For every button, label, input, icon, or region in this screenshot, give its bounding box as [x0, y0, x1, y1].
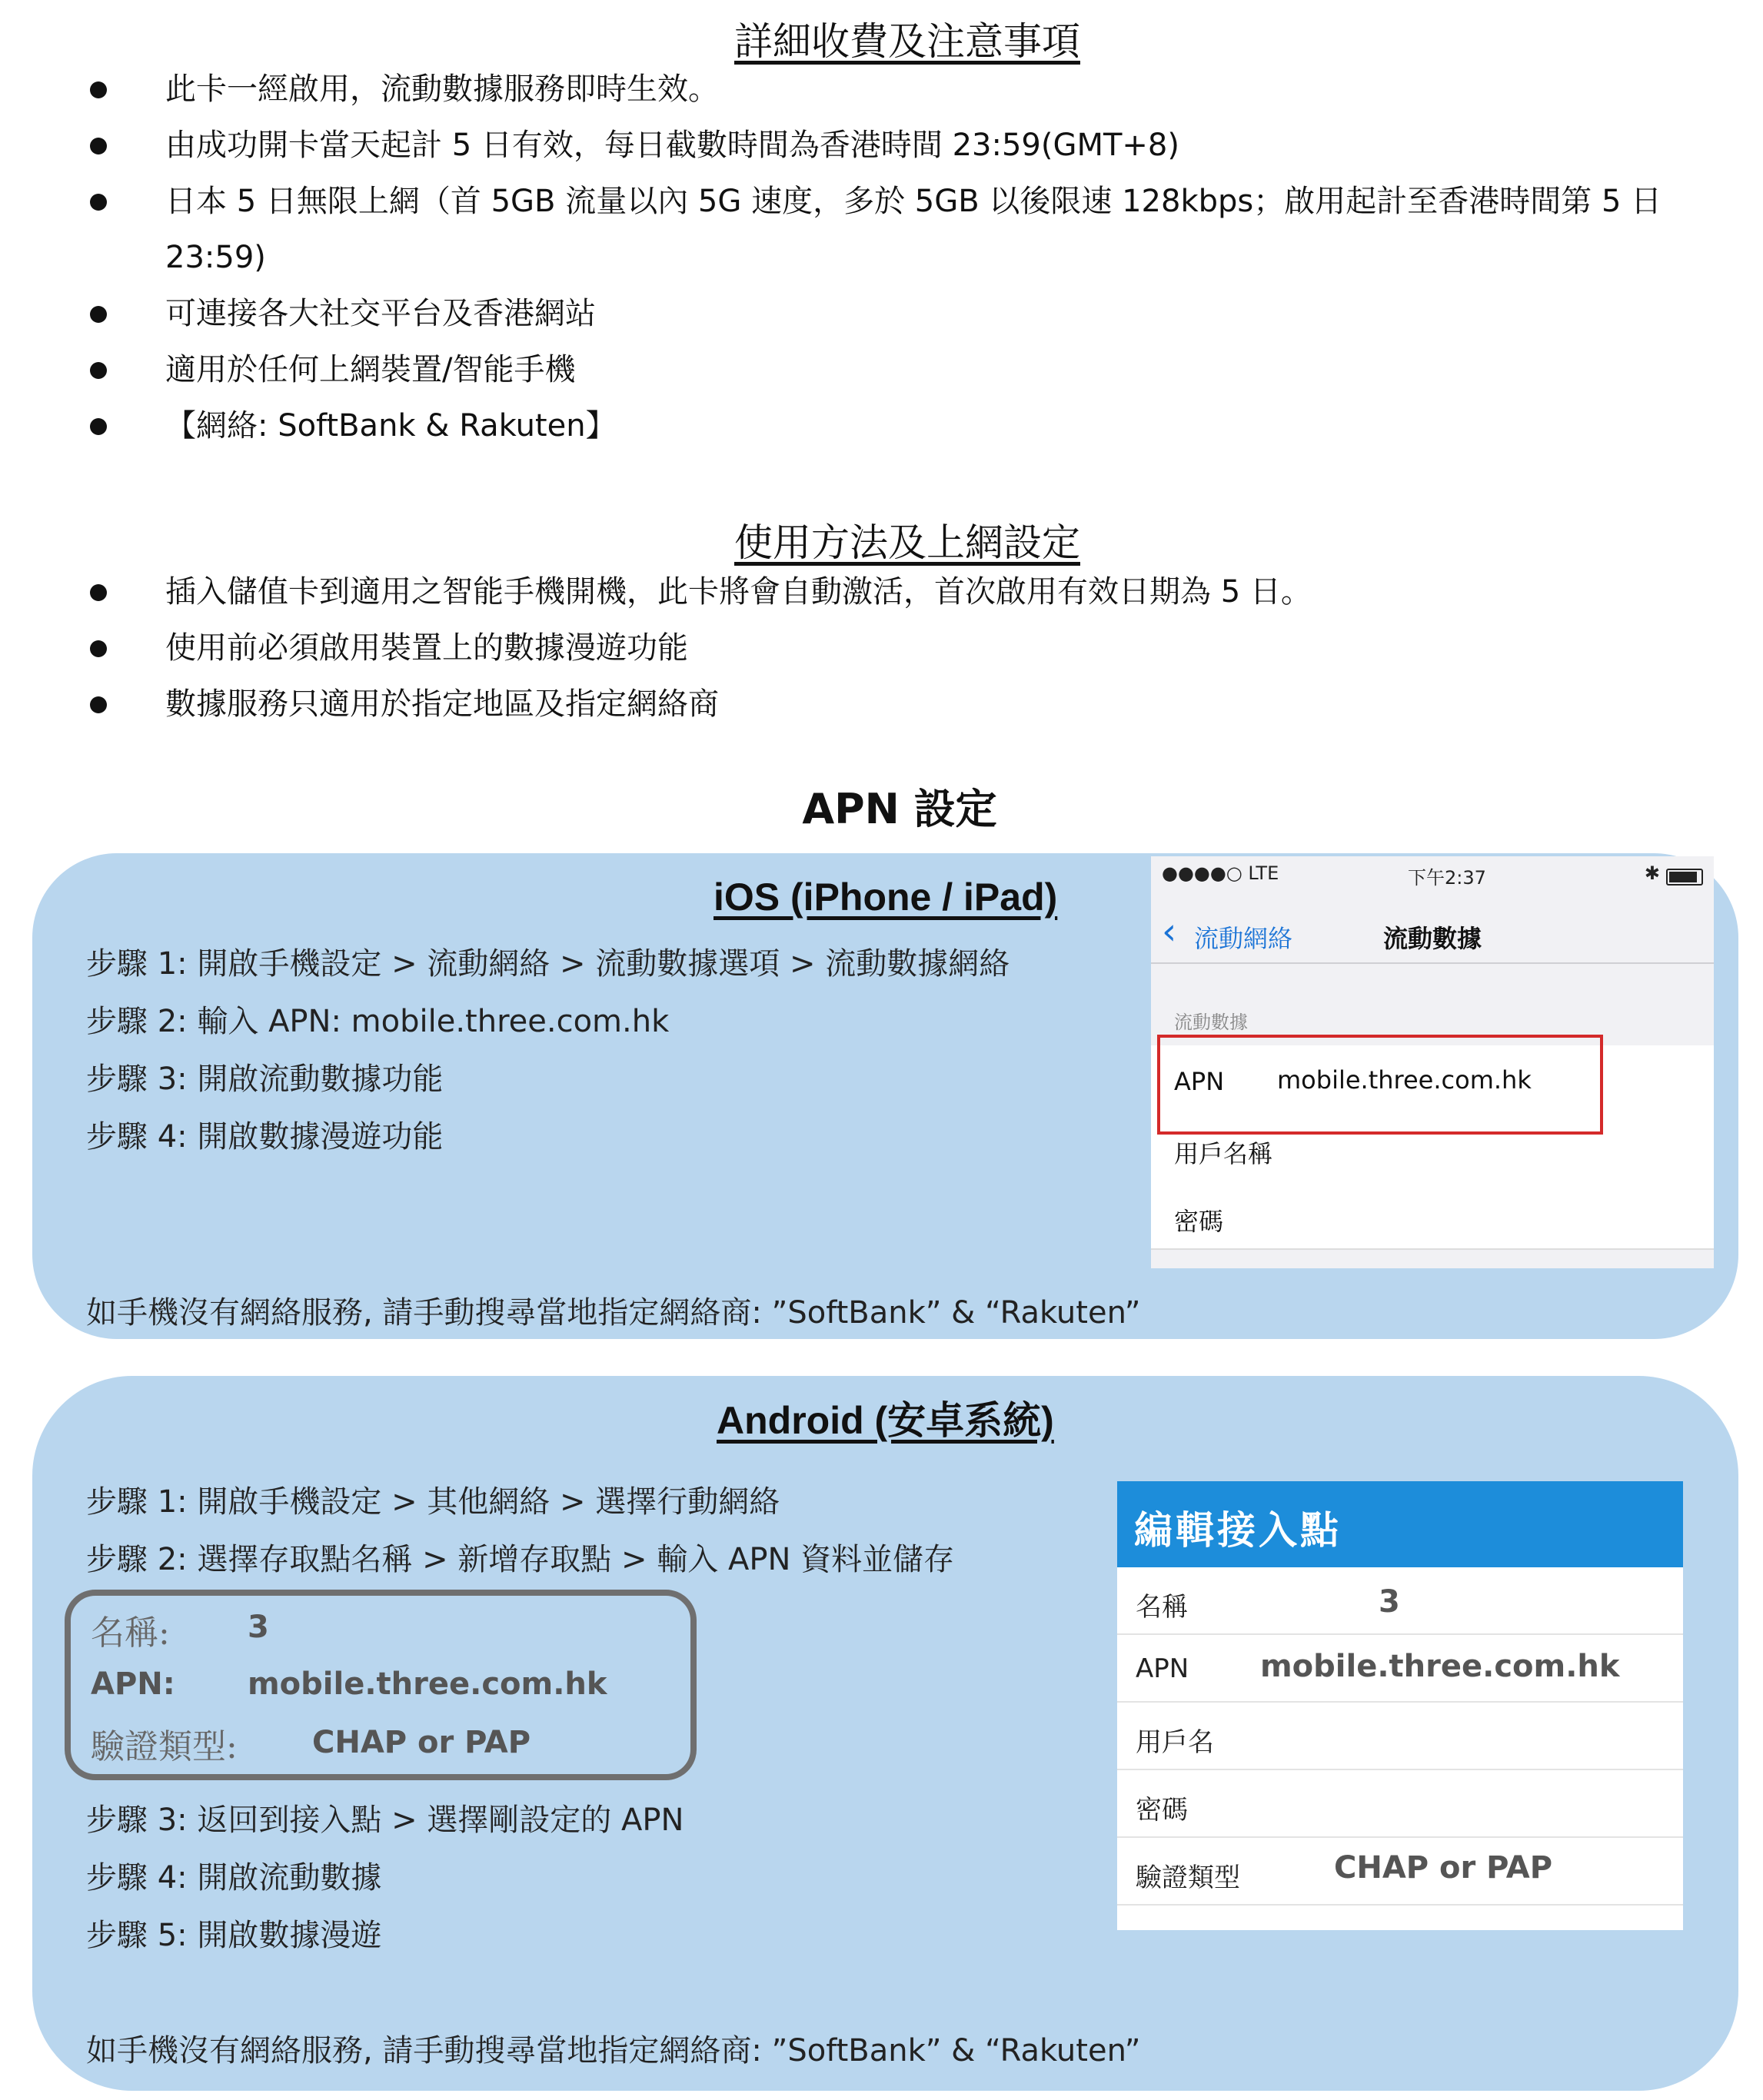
back-chevron-icon[interactable]: ‹ — [1162, 910, 1177, 953]
apn-value: mobile.three.com.hk — [248, 1666, 607, 1702]
ios-settings-screenshot — [1151, 856, 1714, 1268]
ios-note: 如手機沒有網絡服務, 請手動搜尋當地指定網絡商: ”SoftBank” & “Rakuten” — [86, 1295, 1141, 1331]
name-value: 3 — [1379, 1584, 1400, 1620]
auth-value: CHAP or PAP — [1334, 1850, 1553, 1886]
carrier-signal: ●●●●○ LTE — [1162, 862, 1279, 884]
bullet-icon — [90, 306, 107, 323]
list-item: 日本 5 日無限上網（首 5GB 流量以內 5G 速度，多於 5GB 以後限速 128kbps；啟用起計至香港時間第 5 日 23:59) — [0, 174, 1703, 286]
apn-label: APN — [1174, 1067, 1225, 1096]
username-label: 用戶名 — [1136, 1727, 1214, 1758]
list-item: 適用於任何上網裝置/智能手機 — [0, 342, 1703, 398]
android-step-2: 步驟 2: 選擇存取點名稱 > 新增存取點 > 輸入 APN 資料並儲存 — [86, 1542, 955, 1577]
status-time: 下午2:37 — [1408, 867, 1486, 889]
apn-label: APN — [1136, 1653, 1189, 1684]
list-item: 插入儲值卡到適用之智能手機開機，此卡將會自動激活，首次啟用有效日期為 5 日。 — [0, 564, 1703, 620]
apn-highlight-box — [1157, 1035, 1603, 1135]
name-row[interactable] — [1117, 1567, 1683, 1635]
android-settings-screenshot — [1117, 1481, 1683, 1930]
ios-step-1: 步驟 1: 開啟手機設定 > 流動網絡 > 流動數據選項 > 流動數據網絡 — [86, 946, 1010, 982]
section-label: 流動數據 — [1174, 1012, 1248, 1033]
list-item: 可連接各大社交平台及香港網站 — [0, 286, 1703, 342]
android-step-3: 步驟 3: 返回到接入點 > 選擇剛設定的 APN — [86, 1803, 684, 1838]
ios-step-4: 步驟 4: 開啟數據漫遊功能 — [86, 1119, 444, 1155]
auth-label: 驗證類型 — [1136, 1862, 1240, 1893]
usage-heading: 使用方法及上網設定 — [734, 520, 1080, 565]
usage-list — [0, 564, 1703, 733]
auth-value: CHAP or PAP — [312, 1725, 531, 1760]
bullet-icon — [90, 696, 107, 713]
apn-info-box — [65, 1590, 697, 1780]
password-row[interactable] — [1117, 1770, 1683, 1838]
password-label: 密碼 — [1174, 1207, 1224, 1236]
bullet-icon — [90, 362, 107, 379]
apn-settings-title: APN 設定 — [802, 785, 997, 833]
ios-step-3: 步驟 3: 開啟流動數據功能 — [86, 1062, 444, 1097]
edit-apn-header: 編輯接入點 — [1117, 1481, 1683, 1567]
apn-row[interactable] — [1117, 1635, 1683, 1703]
bluetooth-icon: ✱ — [1644, 862, 1660, 884]
android-title: Android (安卓系統) — [717, 1399, 1054, 1442]
list-item: 由成功開卡當天起計 5 日有效，每日截數時間為香港時間 23:59(GMT+8) — [0, 118, 1703, 174]
name-label: 名稱 — [1136, 1592, 1188, 1623]
username-label: 用戶名稱 — [1174, 1139, 1273, 1168]
bullet-icon — [90, 418, 107, 435]
android-step-5: 步驟 5: 開啟數據漫遊 — [86, 1918, 382, 1953]
android-step-1: 步驟 1: 開啟手機設定 > 其他網絡 > 選擇行動網絡 — [86, 1484, 780, 1520]
android-step-4: 步驟 4: 開啟流動數據 — [86, 1860, 382, 1896]
password-label: 密碼 — [1136, 1795, 1188, 1826]
ios-nav-bar — [1151, 901, 1714, 964]
android-note: 如手機沒有網絡服務, 請手動搜尋當地指定網絡商: ”SoftBank” & “Rakuten” — [86, 2033, 1141, 2068]
apn-value[interactable]: mobile.three.com.hk — [1277, 1065, 1532, 1095]
list-item: 數據服務只適用於指定地區及指定網絡商 — [0, 676, 1703, 733]
ios-step-2: 步驟 2: 輸入 APN: mobile.three.com.hk — [86, 1004, 670, 1039]
charges-heading: 詳細收費及注意事項 — [734, 19, 1080, 64]
auth-row[interactable] — [1117, 1838, 1683, 1906]
list-item: 此卡一經啟用，流動數據服務即時生效。 — [0, 61, 1703, 118]
battery-icon — [1666, 869, 1703, 886]
back-link[interactable]: 流動網絡 — [1194, 924, 1293, 953]
apn-label: APN: — [91, 1666, 175, 1702]
status-bar — [1162, 862, 1703, 890]
list-item: 使用前必須啟用裝置上的數據漫遊功能 — [0, 620, 1703, 676]
bullet-icon — [90, 138, 107, 155]
nav-title: 流動數據 — [1383, 924, 1482, 953]
name-value: 3 — [248, 1610, 269, 1645]
charges-list — [0, 61, 1703, 454]
bullet-icon — [90, 640, 107, 657]
list-item: 【網絡: SoftBank & Rakuten】 — [0, 398, 1703, 454]
bullet-icon — [90, 584, 107, 601]
auth-label: 驗證類型: — [91, 1727, 238, 1766]
ios-title: iOS (iPhone / iPad) — [714, 876, 1058, 919]
name-label: 名稱: — [91, 1613, 170, 1653]
password-row[interactable] — [1151, 1181, 1714, 1250]
bullet-icon — [90, 81, 107, 98]
apn-value: mobile.three.com.hk — [1260, 1649, 1620, 1684]
username-row[interactable] — [1117, 1703, 1683, 1770]
bullet-icon — [90, 194, 107, 211]
